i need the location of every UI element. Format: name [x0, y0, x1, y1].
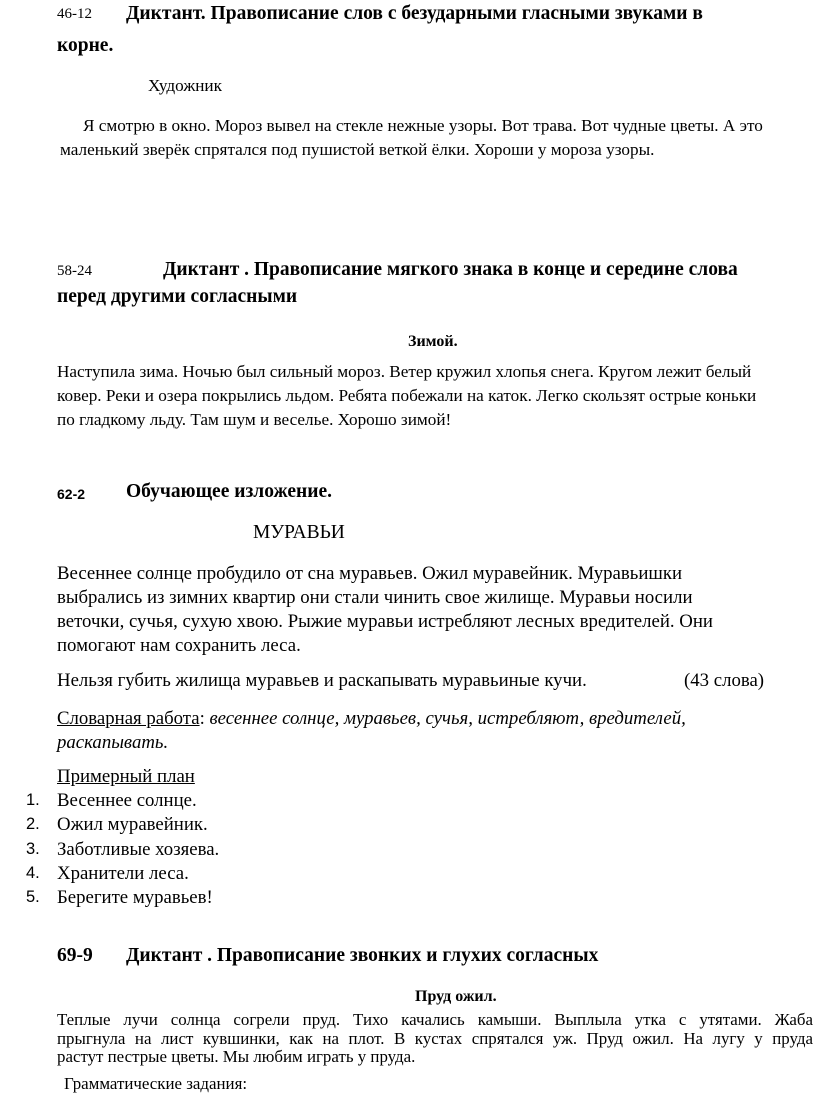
list-item-text: Ожил муравейник.: [57, 814, 208, 836]
task-heading: Грамматические задания:: [64, 1074, 248, 1093]
paragraph-line: по гладкому льду. Там шум и веселье. Хорошо зимой!: [57, 410, 452, 429]
list-marker: 1.: [26, 791, 40, 809]
section-number: 62-2: [57, 486, 86, 502]
paragraph-line: Я смотрю в окно. Мороз вывел на стекле нежные узоры. Вот трава. Вот чудные цветы. А это: [83, 116, 763, 135]
section-title-continued: перед другими согласными: [57, 286, 298, 307]
list-marker: 3.: [26, 839, 40, 858]
list-item-text: Заботливые хозяева.: [57, 838, 220, 860]
section-title: Обучающее изложение.: [126, 481, 333, 502]
list-item: [26, 862, 219, 887]
paragraph-line: прыгнула на лист кувшинки, как на плот. В кустах спрятался уж. Пруд ожил. На лугу у пруда: [57, 1028, 813, 1048]
list-marker: 4.: [26, 863, 40, 882]
paragraph: [60, 114, 816, 162]
section-title: Диктант. Правописание слов с безударными гласными звуками в: [126, 3, 703, 24]
section-title-continued: корне.: [57, 35, 114, 56]
paragraph-line: помогают нам сохранить леса.: [57, 635, 301, 656]
paragraph: [57, 1011, 813, 1067]
list-item-text: Весеннее солнце.: [57, 790, 197, 811]
paragraph: [57, 562, 816, 658]
list-item: [26, 838, 220, 863]
paragraph-line: выбрались из зимних квартир они стали чинить свое жилище. Муравьи носили: [57, 587, 693, 608]
text-title: Зимой.: [408, 333, 458, 350]
plan-title: Примерный план: [57, 766, 195, 787]
text-title: МУРАВЬИ: [253, 522, 345, 543]
list-item: [26, 790, 219, 814]
section-number: 46-12: [57, 6, 92, 22]
text-title: Художник: [148, 76, 222, 95]
vocabulary-colon: :: [199, 708, 205, 729]
paragraph-line: веточки, сучья, сухую хвою. Рыжие муравьи истребляют лесных вредителей. Они: [57, 611, 713, 632]
list-marker: 5.: [26, 888, 40, 907]
paragraph-line: Нельзя губить жилища муравьев и раскапывать муравьиные кучи.: [57, 670, 587, 691]
section-title: Диктант . Правописание мягкого знака в конце и середине слова: [163, 259, 738, 280]
vocabulary-label: Словарная работа: [57, 708, 200, 729]
list-item: [26, 887, 219, 911]
vocabulary-words: раскапывать.: [57, 732, 169, 753]
paragraph-line: Наступила зима. Ночью был сильный мороз. Ветер кружил хлопья снега. Кругом лежит белый: [57, 362, 752, 381]
paragraph-line: маленький зверёк спрятался под пушистой веткой ёлки. Хороши у мороза узоры.: [60, 140, 655, 159]
section-title: Диктант . Правописание звонких и глухих согласных: [126, 945, 599, 966]
paragraph: [57, 360, 816, 432]
paragraph-line: растут пестрые цветы. Мы любим играть у пруда.: [57, 1047, 416, 1066]
text-title: Пруд ожил.: [415, 988, 497, 1005]
word-count: (43 слова): [684, 670, 765, 691]
list-item: [26, 814, 219, 838]
vocabulary-words: весеннее солнце, муравьев, сучья, истребляют, вредителей,: [209, 708, 686, 729]
paragraph-line: Весеннее солнце пробудило от сна муравьев. Ожил муравейник. Муравьишки: [57, 563, 683, 584]
vocabulary: [57, 707, 816, 755]
list-marker: 2.: [26, 815, 40, 834]
paragraph-line: ковер. Реки и озера покрылись льдом. Ребята побежали на каток. Легко скользят острые коньки: [57, 386, 757, 405]
list-item-text: Хранители леса.: [57, 862, 189, 884]
paragraph-line: Теплые лучи солнца согрели пруд. Тихо качались камыши. Выплыла утка с утятами. Жаба: [57, 1010, 813, 1029]
section-number: 69-9: [57, 945, 93, 966]
section-number: 58-24: [57, 263, 92, 279]
plan-list: [26, 790, 220, 911]
list-item-text: Берегите муравьев!: [57, 887, 213, 909]
